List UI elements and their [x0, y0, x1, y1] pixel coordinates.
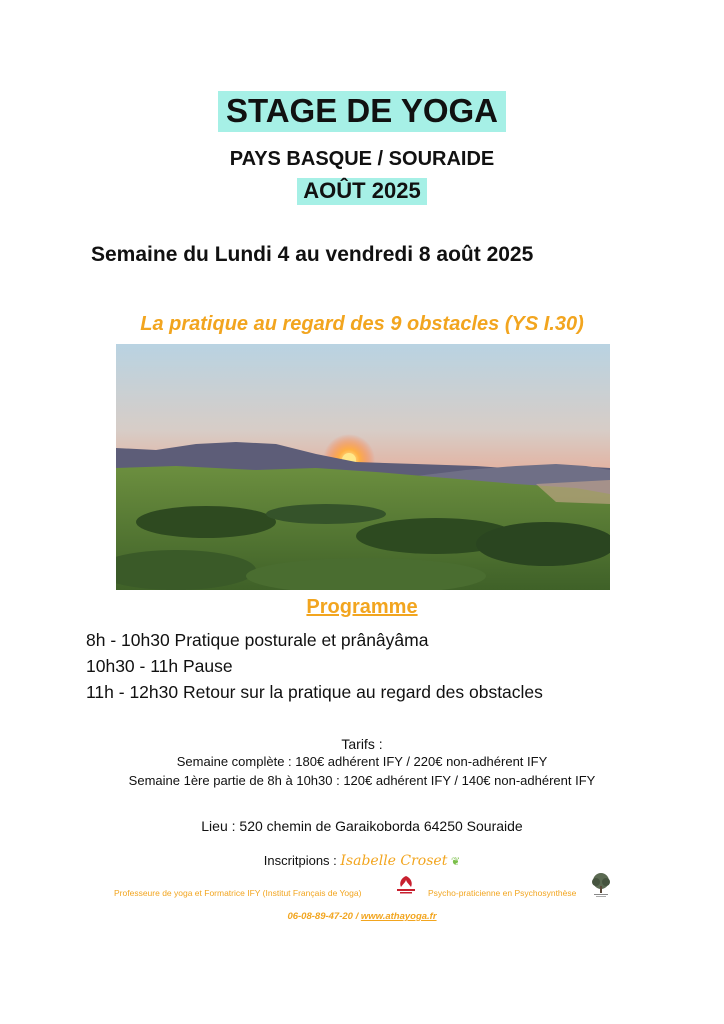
leaf-icon: ❦ [450, 856, 461, 868]
tarif-full-week: Semaine complète : 180€ adhérent IFY / 220€ non-adhérent IFY [176, 754, 548, 769]
psy-text: Psycho-praticienne en Psychosynthèse [428, 888, 577, 898]
title [0, 91, 724, 132]
ify-logo-icon [393, 874, 419, 896]
sunset-photo [116, 344, 610, 590]
venue-address: Lieu : 520 chemin de Garaikoborda 64250 Souraide [201, 818, 523, 834]
programme-title: Programme [306, 596, 418, 618]
schedule-list [86, 627, 543, 705]
inscriptions [0, 853, 724, 869]
tarif-partial-week: Semaine 1ère partie de 8h à 10h30 : 120€ adhérent IFY / 140€ non-adhérent IFY [128, 773, 596, 788]
schedule-item: 11h - 12h30 Retour sur la pratique au regard des obstacles [86, 682, 543, 702]
date [0, 178, 724, 205]
subtitle: PAYS BASQUE / SOURAIDE [229, 148, 495, 170]
week-dates: Semaine du Lundi 4 au vendredi 8 août 2025 [91, 243, 534, 266]
website-link[interactable]: www.athayoga.fr [360, 911, 437, 922]
professeure-text: Professeure de yoga et Formatrice IFY (Institut Français de Yoga) [114, 888, 362, 898]
schedule-item: 8h - 10h30 Pratique posturale et prânâyâma [86, 630, 429, 650]
title-text: STAGE DE YOGA [218, 91, 506, 132]
inscriptions-label: Inscritpions : [263, 853, 337, 868]
tree-logo-icon [589, 872, 613, 898]
phone-number: 06-08-89-47-20 [287, 911, 353, 922]
tarifs-label: Tarifs : [341, 736, 383, 752]
contact-separator: / [352, 911, 361, 922]
contact-line [0, 911, 724, 922]
schedule-item: 10h30 - 11h Pause [86, 656, 233, 676]
theme: La pratique au regard des 9 obstacles (YS I.30) [140, 313, 584, 335]
date-text: AOÛT 2025 [297, 178, 426, 205]
signature: Isabelle Croset [340, 853, 448, 869]
